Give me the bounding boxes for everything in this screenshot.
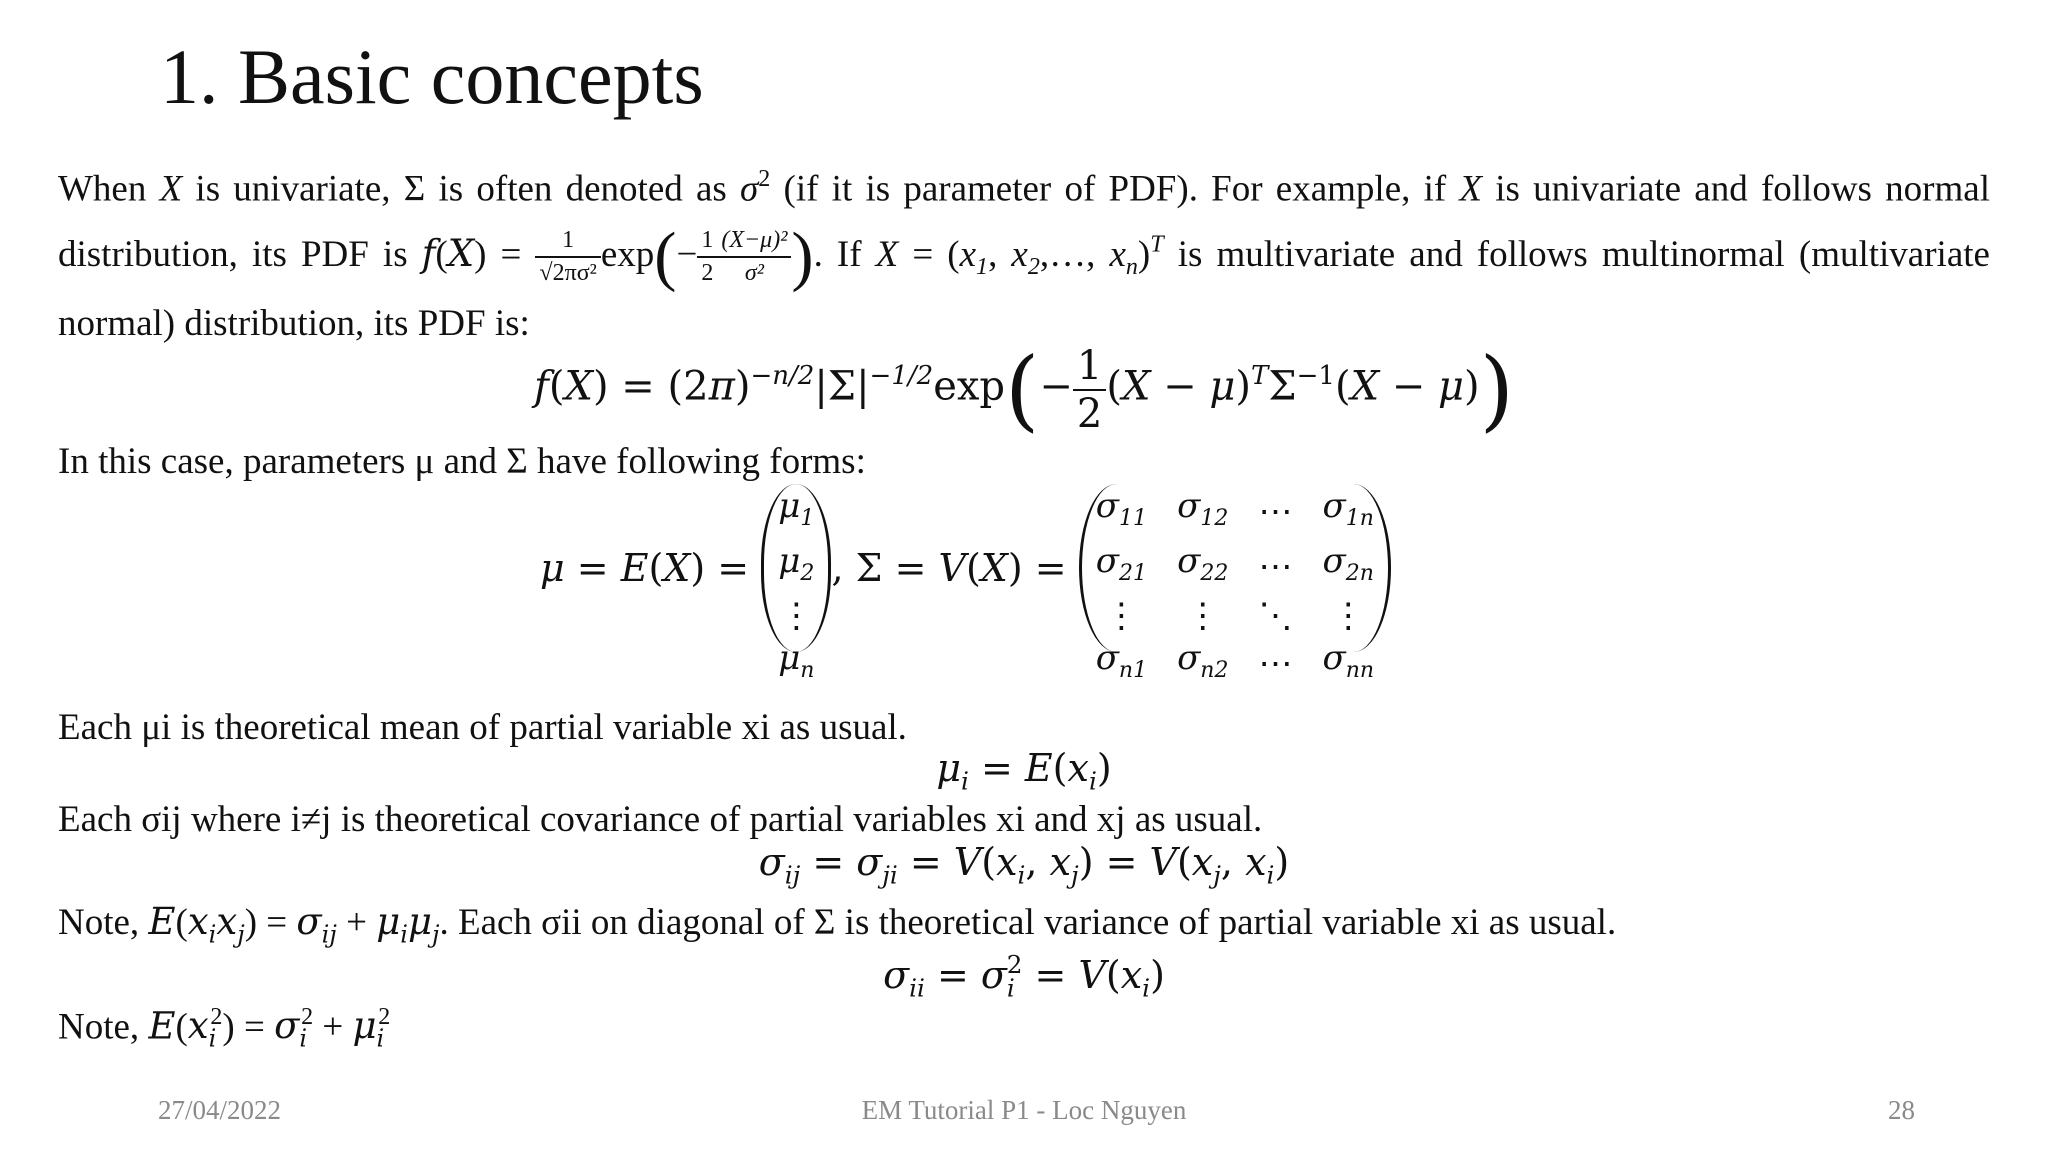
multinormal-pdf-equation: $f(X) = (2\pi)^{-n/2}|\Sigma|^{-1/2}\exp(-$ $\frac{1}{2}$ $(X - \mu)^T\Sigma^{-1}(X - \mu)$): [534, 338, 1514, 441]
note-2: Note, $E(x_i^2) = \sigma_i^2 + \mu_i^2$: [58, 1004, 391, 1053]
footer-date: 27/04/2022: [158, 1095, 282, 1125]
note-2-prefix: Note,: [58, 1006, 149, 1048]
covariance-matrix: $\sigma_{11}$ $\sigma_{12}$ ⋯ $\sigma_{1n}$ $\sigma_{21}$ $\sigma_{22}$ ⋯ $\sigma_{2n}$ ⋮ ⋮ ⋱ ⋮ $\sigma_{n1}$ $\sigma_{n2}$ ⋯ $\sigma_{nn}$: [1079, 484, 1391, 652]
footer-title: EM Tutorial P1 - Loc Nguyen: [861, 1095, 1187, 1125]
page-number: 28: [1888, 1095, 1915, 1125]
note-1: Note, $E(x_ix_j) = \sigma_{ij} + \mu_i\mu_j$. Each σii on diagonal of Σ is theoretical variance of partial variable xi as usual.: [58, 900, 1617, 949]
intro-text-3: (if it is parameter of PDF). For example, if: [770, 168, 1460, 210]
note-1-text: . Each σii on diagonal of Σ is theoretical variance of partial variable xi as usual.: [439, 902, 1617, 943]
normal-pdf-formula: f: [421, 231, 436, 275]
mean-equation: $\mu_i = E(x_i)$: [936, 746, 1112, 796]
mean-description: Each μi is theoretical mean of partial variable xi as usual.: [58, 707, 907, 748]
covariance-equation: $\sigma_{ij} = \sigma_{ji} = V(x_i$, $x_j) = V(x_j$, $x_i$): [758, 840, 1290, 890]
variance-equation: $\sigma_{ii} = \sigma_i^2 = V(x_i)$: [883, 950, 1165, 1003]
intro-text-4: is univariate and follows normal distribution, its PDF is: [58, 168, 1990, 275]
intro-text-6: is multivariate and follows multinormal (multivariate normal) distribution, its PDF is:: [58, 233, 1990, 345]
parameter-intro: In this case, parameters μ and Σ have following forms:: [58, 441, 866, 482]
slide-title: 1. Basic concepts: [160, 33, 704, 120]
mean-vector: $\mu_1$ $\mu_2$ ⋮ $\mu_n$: [761, 484, 831, 652]
intro-text-2: is univariate, Σ is often denoted as: [182, 168, 741, 210]
intro-text-1: When: [58, 168, 160, 210]
parameter-matrices: μ = E(X) = $\mu_1$ $\mu_2$ ⋮ $\mu_n$ , Σ = V(X) = $\sigma_{11}$ $\sigma_{12}$ ⋯ $\sigma_{1n}$ $\sigma_{21}$ $\sigma_{22}$ ⋯ $\sigma_{2n}$ ⋮ ⋮ ⋱ ⋮ $\sigma_{n1}$ $\sigma_{n2}$ ⋯ $\sigma_{nn}$: [540, 480, 1391, 656]
covariance-description: Each σij where i≠j is theoretical covariance of partial variables xi and xj as usual.: [58, 799, 1263, 840]
note-1-prefix: Note,: [58, 902, 149, 943]
intro-paragraph: When X is univariate, Σ is often denoted as $\sigma^2$ (if it is parameter of PDF). For example, if X is univariate and follows normal distribution, its PDF is f(X) = $\frac{1}{\text{√2πσ²}}$ exp(− $\frac{1}{2}$ $\frac{\text{(X−μ)²}}{\text{σ²}}$ ). If $X = (x_1$, $x_2,\dots$, $x_n)^T$ is multivariate and follows multinormal (multivariate normal) distribution, its PDF is:: [58, 166, 1990, 345]
intro-text-5: . If: [813, 233, 876, 275]
